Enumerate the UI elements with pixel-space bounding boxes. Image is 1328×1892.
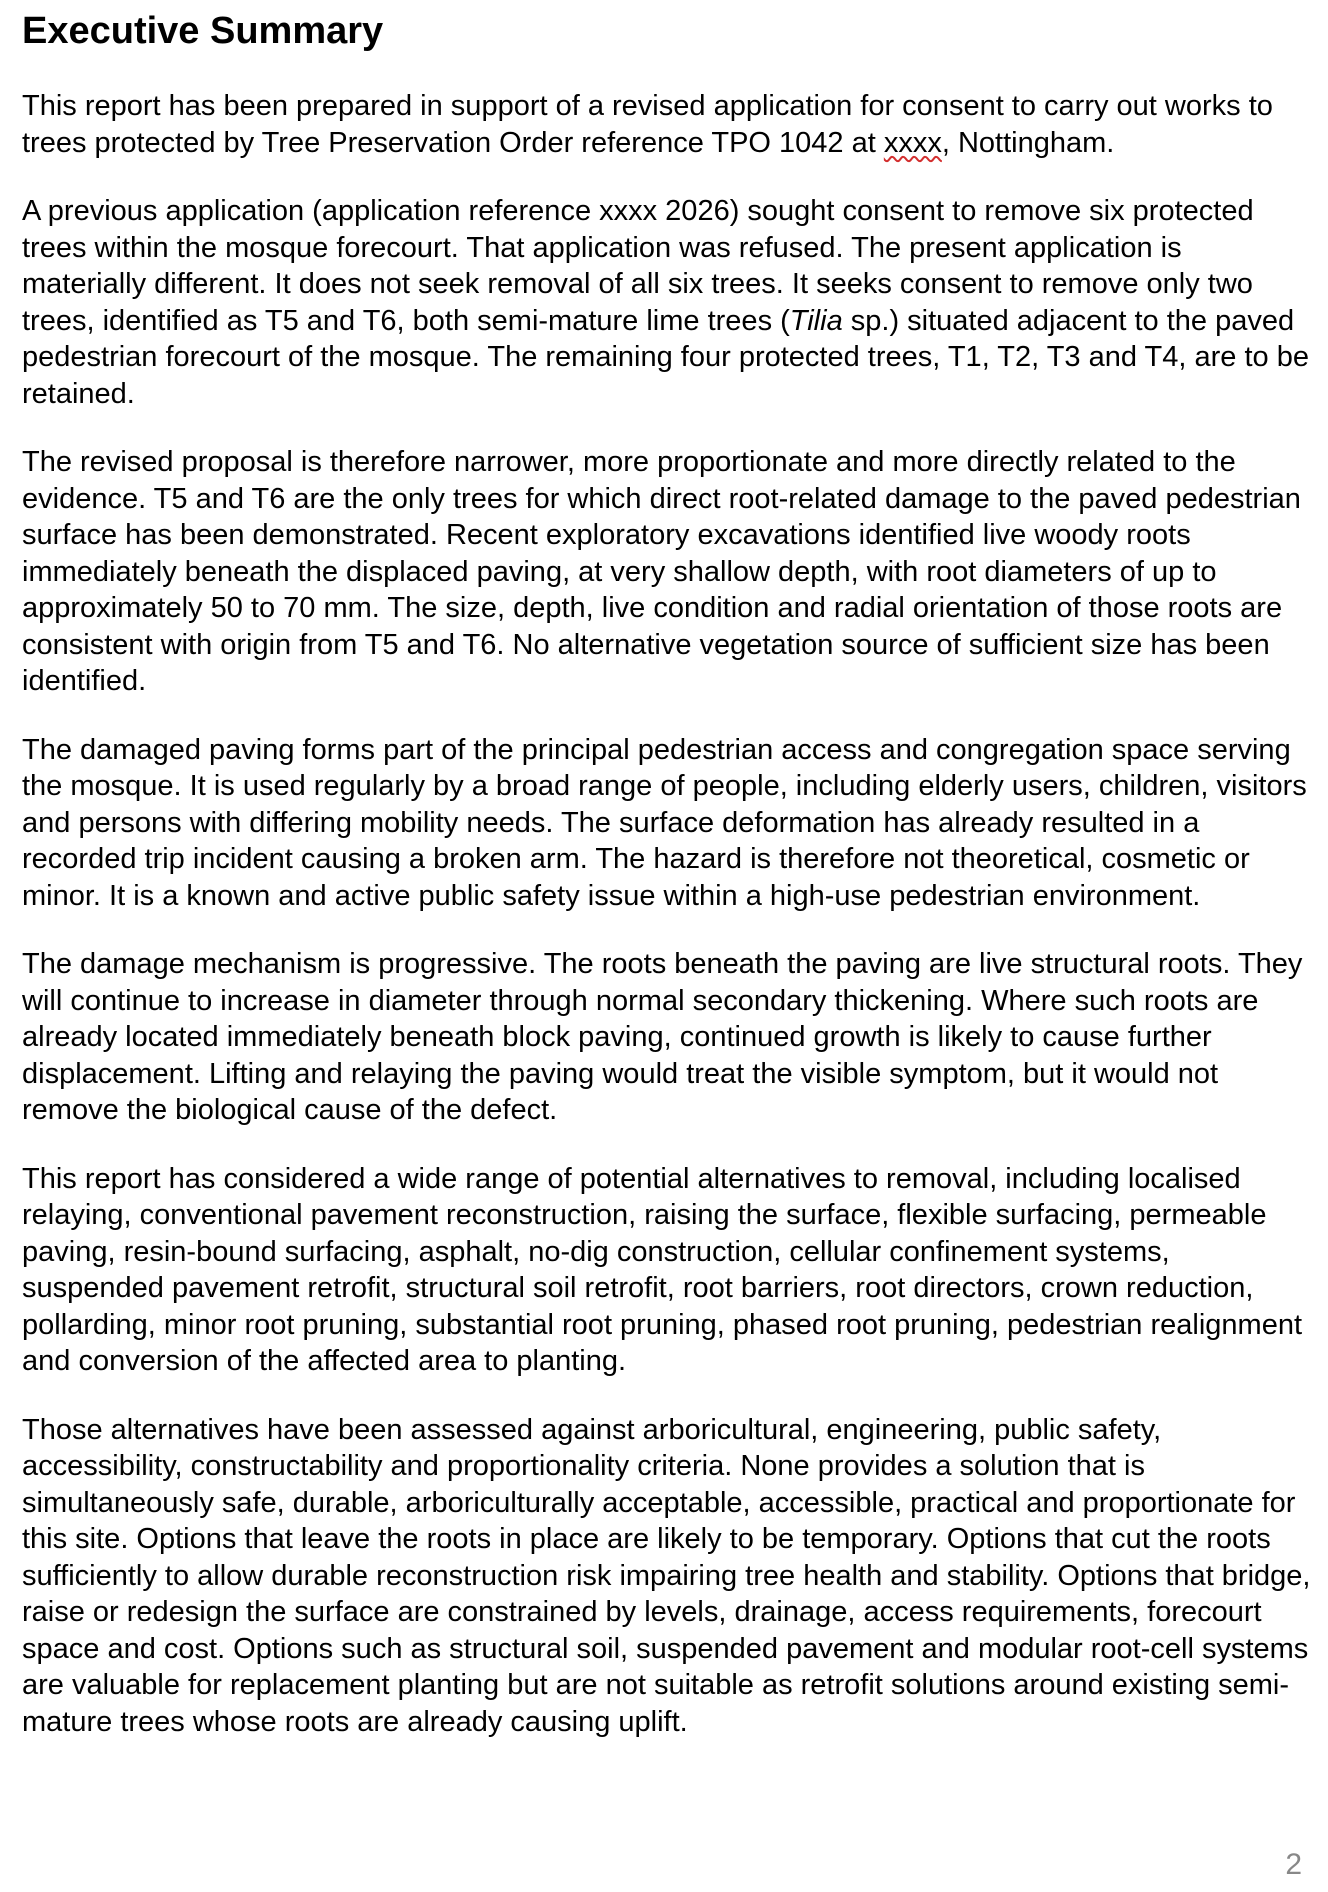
- paragraph-4: The damaged paving forms part of the principal pedestrian access and congregation space serving the mosque. It is used regularly by a broad range of people, including elderly users, children, visitors and persons with differing mobility needs. The surface deformation has already resulted in a recorded trip incident causing a broken arm. The hazard is therefore not theoretical, cosmetic or minor. It is a known and active public safety issue within a high-use pedestrian environment.: [22, 733, 1307, 912]
- paragraph-1-text-a: This report has been prepared in support of a revised application for consent to carry out works to trees protected by Tree Preservation Order reference TPO 1042 at: [22, 90, 1273, 159]
- page-number: 2: [1285, 1848, 1302, 1881]
- paragraph-3: The revised proposal is therefore narrower, more proportionate and more directly related to the evidence. T5 and T6 are the only trees for which direct root-related damage to the paved pedestrian surface has been demonstrated. Recent exploratory excavations identified live woody roots immediately beneath the displaced paving, at very shallow depth, with root diameters of up to approximately 50 to 70 mm. The size, depth, live condition and radial orientation of those roots are consistent with origin from T5 and T6. No alternative vegetation source of sufficient size has been identified.: [22, 446, 1301, 697]
- paragraph-5: The damage mechanism is progressive. The roots beneath the paving are live structural roots. They will continue to increase in diameter through normal secondary thickening. Where such roots are already located immediately beneath block paving, continued growth is likely to cause further displacement. Lifting and relaying the paving would treat the visible symptom, but it would not remove the biological cause of the defect.: [22, 948, 1303, 1126]
- page-heading: Executive Summary: [22, 10, 384, 52]
- paragraph-1-text-b: , Nottingham.: [941, 126, 1115, 159]
- paragraph-7: Those alternatives have been assessed against arboricultural, engineering, public safety, accessibility, constructability and proportionality criteria. None provides a solution that is simultaneously safe, durable, arboriculturally acceptable, accessible, practical and proportionate for this site. Options that leave the roots in place are likely to be temporary. Options that cut the roots sufficiently to allow durable reconstruction risk impairing tree health and stability. Options that bridge, raise or redesign the surface are constrained by levels, drainage, access requirements, forecourt space and cost. Options such as structural soil, suspended pavement and modular root-cell systems are valuable for replacement planting but are not suitable as retrofit solutions around existing semi-mature trees whose roots are already causing uplift.: [22, 1413, 1311, 1738]
- paragraph-2-text-b: sp.) situated adjacent to the paved pedestrian forecourt of the mosque. The remaining four protected trees, T1, T2, T3 and T4, are to be retained.: [22, 304, 1309, 410]
- document-page: [22, 8, 1312, 1772]
- paragraph-6: This report has considered a wide range of potential alternatives to removal, including localised relaying, conventional pavement reconstruction, raising the surface, flexible surfacing, permeable paving, resin-bound surfacing, asphalt, no-dig construction, cellular confinement systems, suspended pavement retrofit, structural soil retrofit, root barriers, root directors, crown reduction, pollarding, minor root pruning, substantial root pruning, phased root pruning, pedestrian realignment and conversion of the affected area to planting.: [22, 1162, 1303, 1377]
- paragraph-1: [22, 88, 1312, 161]
- paragraph-2: [22, 193, 1312, 412]
- paragraph-2-italic-genus: Tilia: [789, 304, 843, 337]
- paragraph-2-text-a: A previous application (application reference xxxx 2026) sought consent to remove six protected trees within the mosque forecourt. That application was refused. The present application is materially different. It does not seek removal of all six trees. It seeks consent to remove only two trees, identified as T5 and T6, both semi-mature lime trees (: [22, 195, 1254, 337]
- redacted-location-spellcheck: xxxx: [883, 126, 942, 159]
